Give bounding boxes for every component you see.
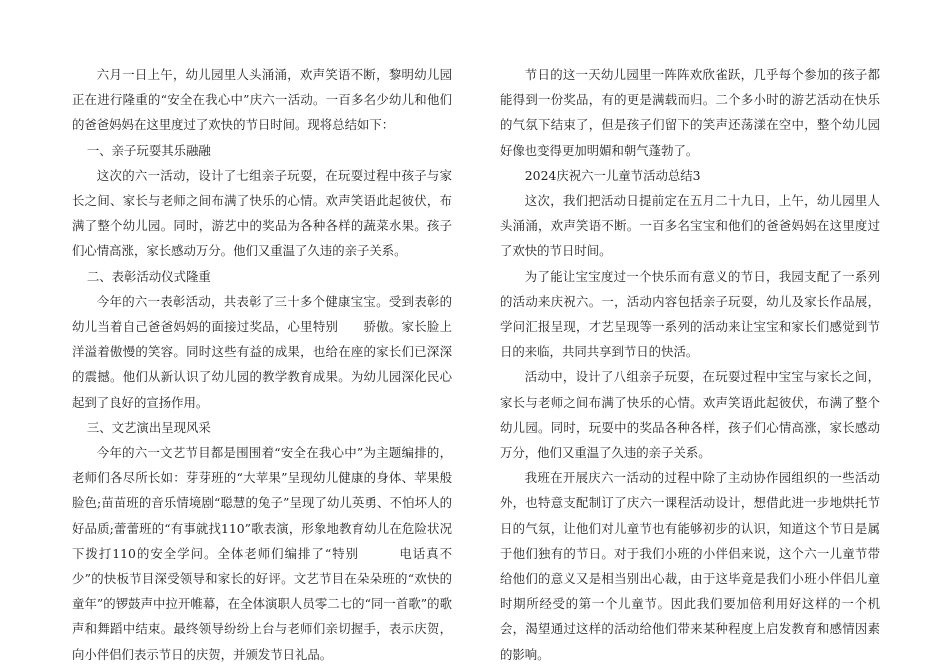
- left-column: [72, 62, 452, 667]
- summary-title: 2024庆祝六一儿童节活动总结3: [524, 167, 701, 183]
- section-heading-performance: 三、文艺演出呈现风采: [86, 419, 211, 435]
- paragraph-activities: 活动中，设计了八组亲子玩耍，在玩耍过程中宝宝与家长之间，家长与老师之间布满了快乐的心情。欢声笑语此起彼伏，布满了整个幼儿园。同时，玩耍中的奖品各种各样，孩子们心情高涨，家长感动万分，他们又重温了久违的亲子关系。: [500, 369, 880, 461]
- section-heading-commendation: 二、表彰活动仪式隆重: [86, 268, 211, 284]
- right-column: [500, 62, 880, 667]
- paragraph-class-curriculum: 我班在开展庆六一活动的过程中除了主动协作园组织的一些活动外，也特意支配制订了庆六一课程活动设计，想借此进一步地烘托节日的气氛，让他们对儿童节也有能够初步的认识，知道这个节日是属于他们独有的节日。对于我们小班的小伴侣来说，这个六一儿童节带给他们的意义又是相当别出心裁，由于这毕竟是我们小班小伴侣儿童时期所经受的第一个儿童节。因此我们要加倍利用好这样的一个机会，渴望通过这样的活动给他们带来某种程度上启发教育和感情因素的影响。: [500, 470, 880, 662]
- paragraph-event-date: 这次，我们把活动日提前定在五月二十九日，上午，幼儿园里人头涌涌，欢声笑语不断。一百多名宝宝和他们的爸爸妈妈在这里度过了欢快的节日时间。: [500, 193, 880, 259]
- intro-paragraph: 六月一日上午，幼儿园里人头涌涌，欢声笑语不断，黎明幼儿园正在进行隆重的“安全在我心中”庆六一活动。一百多名少幼儿和他们的爸爸妈妈在这里度过了欢快的节日时间。现将总结如下：: [72, 67, 452, 133]
- paragraph-commendation: 今年的六一表彰活动，共表彰了三十多个健康宝宝。受到表彰的幼儿当着自己爸爸妈妈的面接过奖品，心里特别 骄傲。家长脸上洋溢着傲慢的笑容。同时这些有益的成果，也给在座的家长们已深深的震撼。他们从新认识了幼儿园的教学教育成果。为幼儿园深化民心起到了良好的宣扬作用。: [72, 293, 452, 410]
- paragraph-activity-plan: 为了能让宝宝度过一个快乐而有意义的节日，我园支配了一系列的活动来庆祝六。一，活动内容包括亲子玩耍，幼儿及家长作品展，学问汇报呈现，才艺呈现等一系列的活动来让宝宝和家长们感觉到节日的来临，共同共享到节日的快活。: [500, 268, 880, 360]
- paragraph-parent-child-games: 这次的六一活动，设计了七组亲子玩耍，在玩耍过程中孩子与家长之间、家长与老师之间布满了快乐的心情。欢声笑语此起彼伏，布满了整个幼儿园。同时，游艺中的奖品为各种各样的蔬菜水果。孩子们心情高涨，家长感动万分。他们又重温了久违的亲子关系。: [72, 167, 452, 259]
- section-heading-parent-child-games: 一、亲子玩耍其乐融融: [86, 142, 211, 158]
- paragraph-performance: 今年的六一文艺节目都是围围着“安全在我心中”为主题编排的，老师们各尽所长如：芽芽班的“大苹果”呈现幼儿健康的身体、苹果般脸色;苗苗班的音乐情境剧“聪慧的兔子”呈现了幼儿英勇、不怕坏人的好品质;蕾蕾班的“有事就找110”歌表演，形象地教育幼儿在危险状况下拨打110的安全学问。全体老师们编排了“特别 电话真不少”的快板节目深受领导和家长的好评。文艺节目在朵朵班的“欢快的童年”的锣鼓声中拉开帷幕，在全体演职人员零二七的“同一首歌”的歌声和舞蹈中结束。最终领导纷纷上台与老师们亲切握手，表示庆贺，向小伴侣们表示节日的庆贺，并颁发节日礼品。: [72, 445, 452, 662]
- paragraph-festival-day: 节日的这一天幼儿园里一阵阵欢欣雀跃，几乎每个参加的孩子都能得到一份奖品，有的更是满载而归。二个多小时的游艺活动在快乐的气氛下结束了，但是孩子们留下的笑声还荡漾在空中，整个幼儿园好像也变得更加明媚和朝气蓬勃了。: [500, 67, 880, 158]
